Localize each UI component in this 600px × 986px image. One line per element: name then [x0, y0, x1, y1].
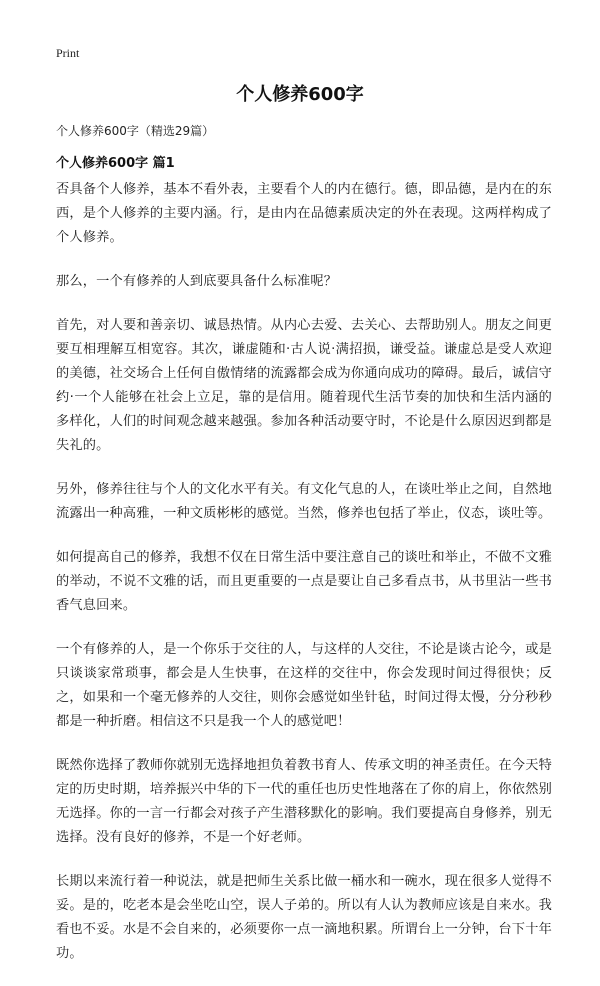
paragraph-1: 否具备个人修养，基本不看外表，主要看个人的内在德行。德，即品德，是内在的东西，是个人修养的主要内涵。行，是由内在品德素质决定的外在表现。这两样构成了个人修养。 [56, 182, 552, 245]
paragraph-2: 那么，一个有修养的人到底要具备什么标准呢？ [56, 274, 338, 289]
paragraph-3: 首先，对人要和善亲切、诚恳热情。从内心去爱、去关心、去帮助别人。朋友之间更要互相理解互相宽容。其次，谦虚随和·古人说·满招损，谦受益。谦虚总是受人欢迎的美德，社交场合上任何自傲情绪的流露都会成为你通向成功的障碍。最后，诚信守约·一个人能够在社会上立足，靠的是信用。随着现代生活节奏的加快和生活内涵的多样化，人们的时间观念越来越强。参加各种活动要守时，不论是什么原因迟到都是失礼的。 [56, 318, 552, 453]
paragraph-8: 长期以来流行着一种说法，就是把师生关系比做一桶水和一碗水，现在很多人觉得不妥。是的，吃老本是会坐吃山空，误人子弟的。所以有人认为教师应该是自来水。我看也不妥。水是不会自来的，必须要你一点一滴地积累。所谓台上一分钟，台下十年功。 [56, 874, 552, 961]
paragraph-5: 如何提高自己的修养，我想不仅在日常生活中要注意自己的谈吐和举止，不做不文雅的举动，不说不文雅的话，而且更重要的一点是要让自己多看点书，从书里沾一些书香气息回来。 [56, 550, 552, 613]
page-title: 个人修养600字 [236, 84, 364, 105]
section-heading: 个人修养600字 篇1 [56, 156, 175, 171]
paragraph-6: 一个有修养的人，是一个你乐于交往的人，与这样的人交往，不论是谈古论今，或是只谈谈家常琐事，都会是人生快事，在这样的交往中，你会发现时间过得很快；反之，如果和一个毫无修养的人交往，则你会感觉如坐针毡，时间过得太慢，分分秒秒都是一种折磨。相信这不只是我一个人的感觉吧！ [56, 642, 552, 729]
document-subtitle: 个人修养600字（精选29篇） [56, 124, 215, 138]
print-link[interactable]: Print [56, 46, 80, 60]
article-body [56, 178, 552, 986]
paragraph-7: 既然你选择了教师你就别无选择地担负着教书育人、传承文明的神圣责任。在今天特定的历史时期，培养振兴中华的下一代的重任也历史性地落在了你的肩上，你依然别无选择。你的一言一行都会对孩子产生潜移默化的影响。我们要提高自身修养，别无选择。没有良好的修养，不是一个好老师。 [56, 758, 552, 845]
paragraph-4: 另外，修养往往与个人的文化水平有关。有文化气息的人，在谈吐举止之间，自然地流露出一种高雅，一种文质彬彬的感觉。当然，修养也包括了举止，仪态，谈吐等。 [56, 482, 552, 521]
